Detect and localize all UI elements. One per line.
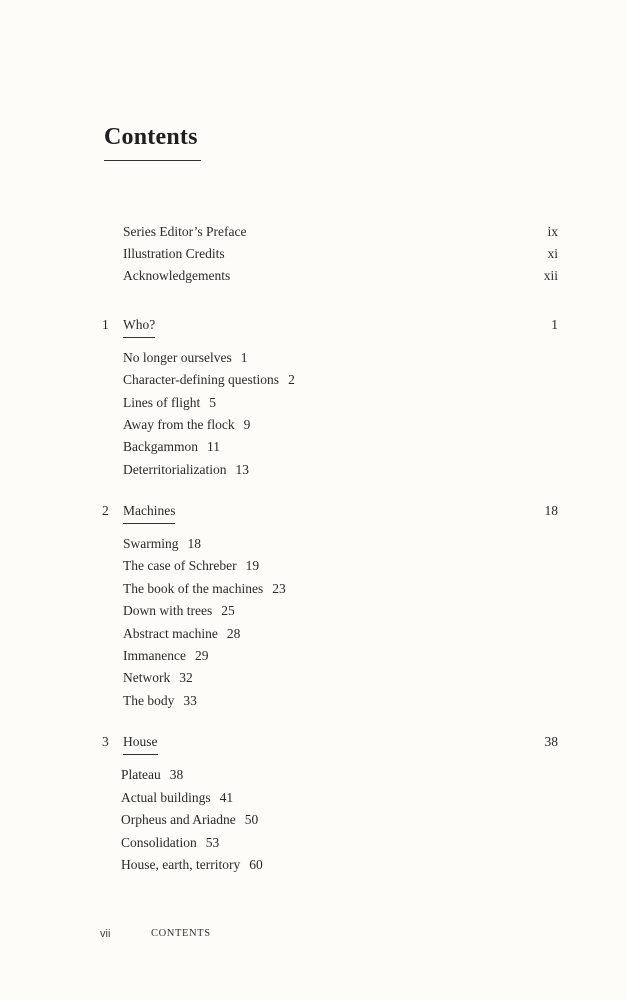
- section-item: [123, 648, 208, 664]
- section-page: 11: [206, 439, 220, 454]
- section-item: [123, 439, 220, 455]
- section-page: 50: [244, 812, 259, 827]
- section-item: [123, 693, 197, 709]
- section-item: [123, 581, 286, 597]
- section-page: 1: [240, 350, 248, 365]
- section-item: [121, 767, 183, 783]
- section-label: Backgammon: [123, 439, 198, 454]
- front-matter-page: xii: [543, 268, 558, 283]
- section-page: 41: [219, 790, 234, 805]
- section-item: [121, 857, 263, 873]
- section-item: [123, 558, 259, 574]
- chapter-page: 18: [544, 503, 558, 518]
- section-item: [123, 536, 201, 552]
- section-item: [121, 835, 219, 851]
- section-label: No longer ourselves: [123, 350, 232, 365]
- front-matter-page: xi: [547, 246, 558, 261]
- section-item: [123, 626, 240, 642]
- section-label: Deterritorialization: [123, 462, 227, 477]
- section-page: 18: [187, 536, 201, 551]
- section-label: The book of the machines: [123, 581, 264, 596]
- section-label: Plateau: [121, 767, 161, 782]
- section-page: 38: [169, 767, 184, 782]
- section-item: [123, 395, 216, 411]
- front-matter-label: Series Editor’s Preface: [123, 224, 247, 239]
- chapter-page: 1: [551, 317, 558, 332]
- page-title: Contents: [104, 124, 198, 150]
- section-page: 28: [226, 626, 241, 641]
- folio-page-number: vii: [100, 928, 111, 940]
- chapter-title: Machines: [123, 503, 175, 524]
- section-label: Actual buildings: [121, 790, 211, 805]
- chapter-number: 3: [102, 734, 109, 749]
- section-label: The body: [123, 693, 175, 708]
- section-item: [121, 790, 233, 806]
- section-page: 53: [205, 835, 220, 850]
- chapter-page: 38: [544, 734, 558, 749]
- section-item: [123, 603, 235, 619]
- section-page: 9: [243, 417, 251, 432]
- section-page: 23: [272, 581, 286, 596]
- section-item: [123, 462, 249, 478]
- section-label: Down with trees: [123, 603, 213, 618]
- section-item: [121, 812, 258, 828]
- section-item: [123, 670, 193, 686]
- section-page: 5: [209, 395, 216, 410]
- chapter-number: 2: [102, 503, 109, 518]
- section-item: [123, 417, 250, 433]
- running-head: CONTENTS: [151, 928, 211, 939]
- section-label: The case of Schreber: [123, 558, 237, 573]
- section-page: 60: [249, 857, 263, 872]
- section-label: Consolidation: [121, 835, 197, 850]
- section-label: Immanence: [123, 648, 186, 663]
- section-page: 25: [221, 603, 235, 618]
- section-page: 19: [245, 558, 260, 573]
- section-label: House, earth, territory: [121, 857, 241, 872]
- section-label: Abstract machine: [123, 626, 218, 641]
- section-label: Character-defining questions: [123, 372, 280, 387]
- section-label: Lines of flight: [123, 395, 201, 410]
- chapter-title: Who?: [123, 317, 155, 338]
- section-page: 33: [183, 693, 197, 708]
- chapter-title: House: [123, 734, 158, 755]
- front-matter-label: Acknowledgements: [123, 268, 231, 283]
- section-page: 32: [179, 670, 193, 685]
- title-underline: [104, 160, 201, 161]
- section-label: Orpheus and Ariadne: [121, 812, 236, 827]
- section-page: 2: [288, 372, 295, 387]
- section-label: Away from the flock: [123, 417, 235, 432]
- section-page: 29: [194, 648, 209, 663]
- front-matter-label: Illustration Credits: [123, 246, 225, 261]
- chapter-number: 1: [102, 317, 109, 332]
- section-item: [123, 350, 247, 366]
- section-page: 13: [235, 462, 249, 477]
- section-label: Network: [123, 670, 171, 685]
- front-matter-page: ix: [547, 224, 558, 239]
- section-item: [123, 372, 295, 388]
- section-label: Swarming: [123, 536, 179, 551]
